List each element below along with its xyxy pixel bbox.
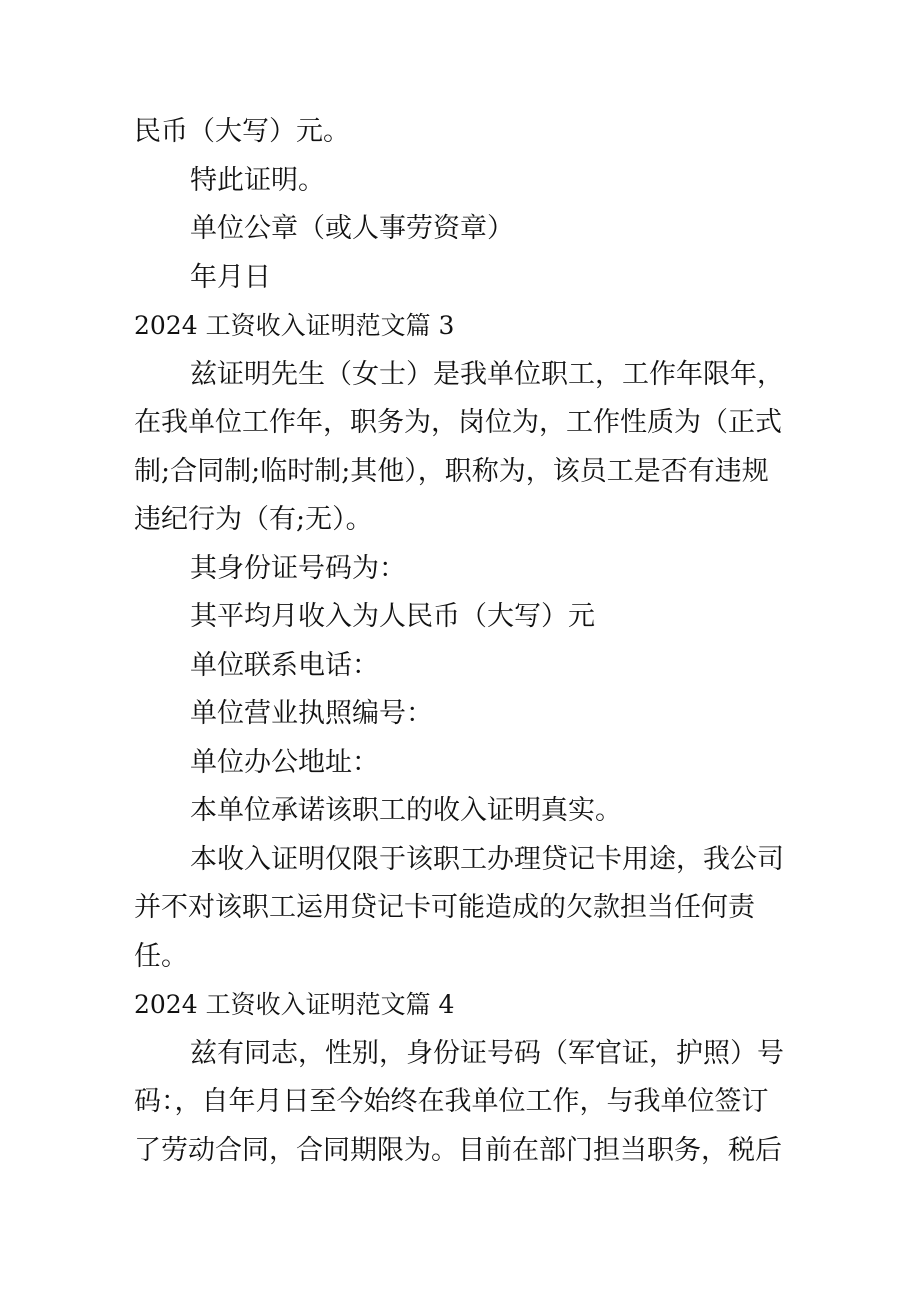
body-line: 单位联系电话：	[190, 649, 379, 681]
body-line: 特此证明。	[190, 164, 325, 196]
body-line: 本单位承诺该职工的收入证明真实。	[190, 795, 622, 826]
body-line: 兹证明先生（女士）是我单位职工，工作年限年，	[190, 358, 784, 390]
body-line: 单位营业执照编号：	[190, 698, 433, 729]
document-body	[134, 108, 784, 1175]
body-line: 码：，自年月日至今始终在我单位工作，与我单位签订	[134, 1086, 769, 1117]
body-line: 了劳动合同，合同期限为。目前在部门担当职务，税后	[134, 1134, 782, 1166]
body-line: 民币（大写）元。	[134, 116, 350, 147]
body-line: 违纪行为（有;无）。	[134, 504, 373, 535]
body-line: 年月日	[190, 261, 271, 293]
body-line: 本收入证明仅限于该职工办理贷记卡用途，我公司	[190, 843, 784, 875]
section-heading: 2024 工资收入证明范文篇 3	[134, 311, 455, 340]
section-heading: 2024 工资收入证明范文篇 4	[134, 990, 455, 1019]
body-line: 并不对该职工运用贷记卡可能造成的欠款担当任何责	[134, 892, 755, 923]
body-line: 兹有同志，性别，身份证号码（军官证，护照）号	[190, 1037, 784, 1069]
body-line: 任。	[134, 940, 188, 972]
body-line: 其身份证号码为：	[190, 552, 406, 584]
body-line: 在我单位工作年，职务为，岗位为，工作性质为（正式	[134, 407, 782, 438]
body-line: 其平均月收入为人民币（大写）元	[190, 601, 595, 632]
body-line: 单位公章（或人事劳资章）	[190, 213, 514, 244]
body-line: 单位办公地址：	[190, 746, 379, 778]
body-line: 制;合同制;临时制;其他），职称为，该员工是否有违规	[134, 455, 769, 487]
